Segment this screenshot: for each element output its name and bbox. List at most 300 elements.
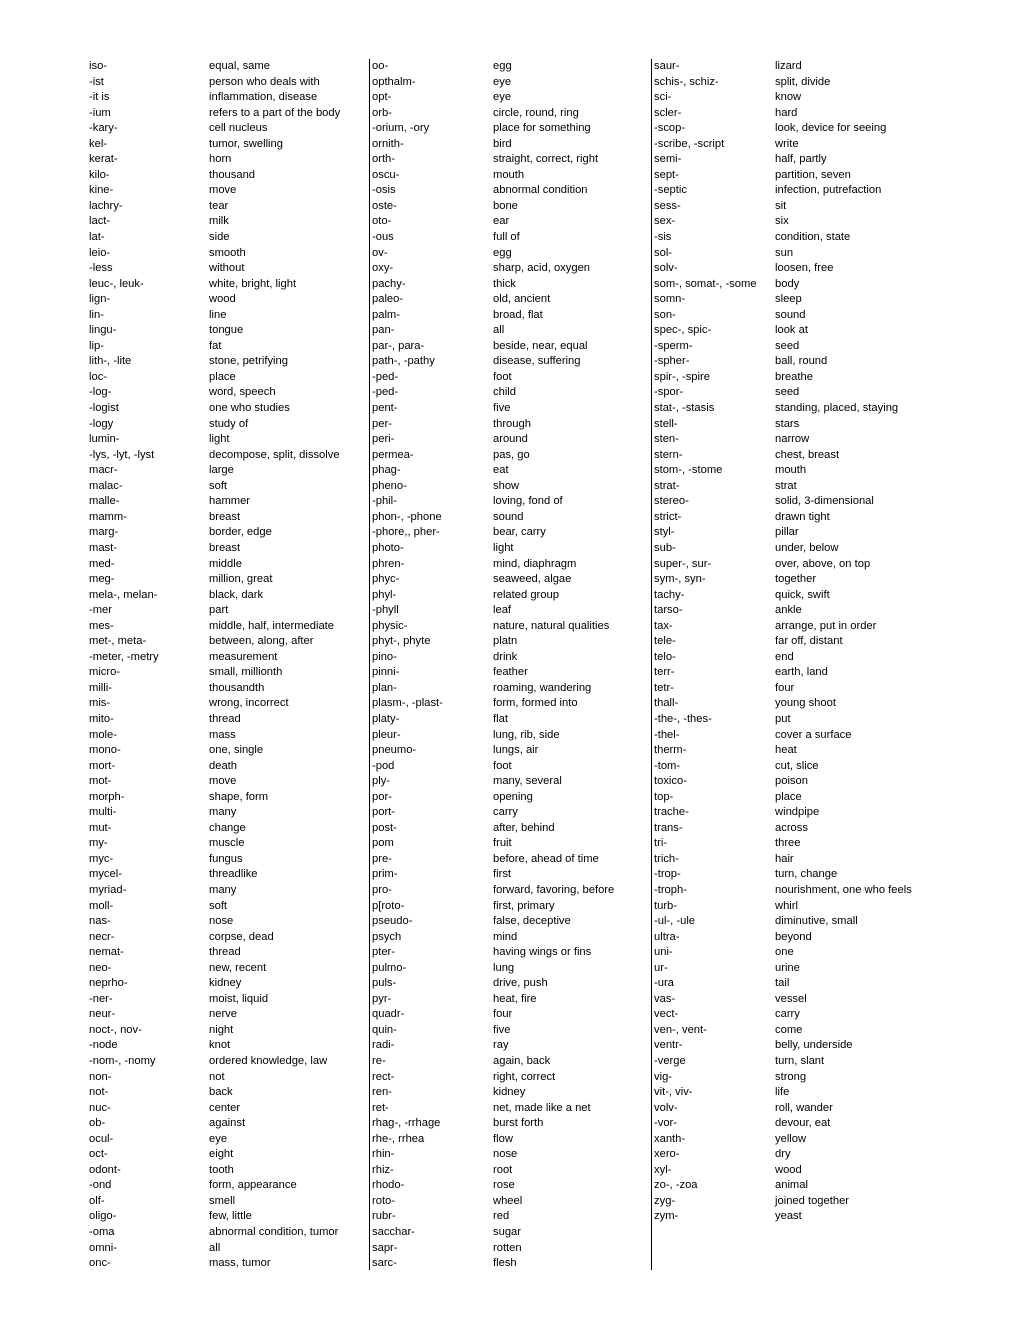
meaning: look, device for seeing	[775, 122, 887, 135]
meaning: smell	[209, 1194, 236, 1207]
word-part: marg-	[89, 526, 119, 539]
meaning: thread	[209, 946, 241, 959]
word-part: pent-	[372, 402, 398, 415]
word-part: macr-	[89, 464, 118, 477]
table-row	[370, 417, 650, 433]
meaning: all	[209, 1241, 221, 1254]
word-part: roto-	[372, 1194, 396, 1207]
table-row	[370, 354, 650, 370]
table-row	[87, 1163, 368, 1179]
table-row	[370, 836, 650, 852]
meaning: one who studies	[209, 402, 290, 415]
word-part: -ner-	[89, 992, 113, 1005]
meaning: nature, natural qualities	[493, 619, 610, 632]
meaning: thousand	[209, 168, 256, 181]
table-row	[87, 1070, 368, 1086]
table-row	[652, 1085, 938, 1101]
table-row	[87, 619, 368, 635]
word-part: -kary-	[89, 122, 118, 135]
meaning: right, correct	[493, 1070, 556, 1083]
word-parts-table	[87, 59, 937, 1271]
meaning: night	[209, 1023, 234, 1036]
meaning: all	[493, 324, 505, 337]
table-row	[87, 432, 368, 448]
table-row	[87, 494, 368, 510]
word-part: zym-	[654, 1210, 679, 1223]
meaning: cell nucleus	[209, 122, 268, 135]
meaning: against	[209, 1117, 246, 1130]
meaning: sit	[775, 199, 787, 212]
word-part: meg-	[89, 573, 115, 586]
word-part: mono-	[89, 744, 121, 757]
word-part: orb-	[372, 106, 392, 119]
table-row	[652, 976, 938, 992]
table-row	[652, 821, 938, 837]
meaning: stone, petrifying	[209, 355, 288, 368]
meaning: old, ancient	[493, 293, 551, 306]
word-part: paleo-	[372, 293, 404, 306]
table-row	[652, 1147, 938, 1163]
table-row	[370, 728, 650, 744]
meaning: windpipe	[775, 806, 820, 819]
word-part: xyl-	[654, 1163, 672, 1176]
word-part: xero-	[654, 1148, 680, 1161]
word-part: mito-	[89, 712, 114, 725]
meaning: heat, fire	[493, 992, 537, 1005]
meaning: life	[775, 1086, 790, 1099]
meaning: through	[493, 417, 531, 430]
table-row	[87, 339, 368, 355]
word-part: pleur-	[372, 728, 401, 741]
table-row	[652, 106, 938, 122]
word-part: -ped-	[372, 386, 399, 399]
word-part: -ped-	[372, 370, 399, 383]
meaning: before, ahead of time	[493, 852, 599, 865]
table-row	[652, 448, 938, 464]
meaning: measurement	[209, 650, 278, 663]
word-part: stell-	[654, 417, 678, 430]
table-row	[652, 743, 938, 759]
meaning: having wings or fins	[493, 946, 592, 959]
meaning: net, made like a net	[493, 1101, 591, 1114]
table-row	[370, 976, 650, 992]
word-part: mela-, melan-	[89, 588, 158, 601]
meaning: equal, same	[209, 60, 270, 72]
table-row	[652, 1038, 938, 1054]
meaning: full of	[493, 231, 520, 244]
word-part: ven-, vent-	[654, 1023, 707, 1036]
word-part: ur-	[654, 961, 668, 974]
table-row	[370, 1132, 650, 1148]
table-row	[87, 1023, 368, 1039]
word-part: lat-	[89, 231, 105, 244]
word-part: olf-	[89, 1194, 105, 1207]
word-part: vas-	[654, 992, 676, 1005]
meaning: infection, putrefaction	[775, 184, 882, 197]
table-row	[87, 992, 368, 1008]
meaning: belly, underside	[775, 1039, 853, 1052]
word-part: kilo-	[89, 168, 110, 181]
word-part: mut-	[89, 821, 112, 834]
meaning: sound	[775, 308, 806, 321]
meaning: kidney	[493, 1086, 526, 1099]
meaning: know	[775, 91, 802, 104]
meaning: foot	[493, 370, 512, 383]
word-part: -tom-	[654, 759, 681, 772]
meaning: sugar	[493, 1226, 521, 1239]
table-row	[370, 1054, 650, 1070]
table-row	[370, 339, 650, 355]
word-part: ultra-	[654, 930, 680, 943]
meaning: line	[209, 308, 227, 321]
word-part: -phore,, pher-	[372, 526, 440, 539]
table-row	[652, 121, 938, 137]
table-row	[87, 541, 368, 557]
meaning: strong	[775, 1070, 807, 1083]
table-row	[87, 525, 368, 541]
table-row	[87, 557, 368, 573]
table-row	[652, 557, 938, 573]
word-part: radi-	[372, 1039, 395, 1052]
meaning: soft	[209, 479, 228, 492]
table-row	[370, 743, 650, 759]
meaning: come	[775, 1023, 803, 1036]
meaning: over, above, on top	[775, 557, 871, 570]
meaning: roll, wander	[775, 1101, 833, 1114]
word-part: med-	[89, 557, 115, 570]
meaning: turn, change	[775, 868, 838, 881]
meaning: far off, distant	[775, 635, 843, 648]
meaning: soft	[209, 899, 228, 912]
meaning: without	[209, 262, 245, 275]
meaning: flat	[493, 712, 508, 725]
meaning: breast	[209, 510, 241, 523]
table-row	[370, 214, 650, 230]
meaning: fungus	[209, 852, 243, 865]
table-row	[652, 463, 938, 479]
meaning: bear, carry	[493, 526, 546, 539]
table-row	[652, 214, 938, 230]
table-row	[652, 572, 938, 588]
table-row	[370, 1163, 650, 1179]
table-row	[87, 836, 368, 852]
meaning: rotten	[493, 1241, 522, 1254]
word-part: sapr-	[372, 1241, 398, 1254]
word-part: strat-	[654, 479, 680, 492]
meaning: lizard	[775, 60, 802, 72]
meaning: corpse, dead	[209, 930, 274, 943]
word-part: -log-	[89, 386, 112, 399]
meaning: tail	[775, 977, 790, 990]
table-row	[370, 246, 650, 262]
word-part: -ium	[89, 106, 111, 119]
table-row	[370, 619, 650, 635]
meaning: dry	[775, 1148, 791, 1161]
word-part: met-, meta-	[89, 635, 147, 648]
table-row	[87, 1132, 368, 1148]
meaning: form, formed into	[493, 697, 578, 710]
meaning: change	[209, 821, 246, 834]
meaning: loving, fond of	[493, 495, 563, 508]
meaning: pillar	[775, 526, 799, 539]
table-row	[87, 417, 368, 433]
word-part: -ist	[89, 75, 104, 88]
word-part: omni-	[89, 1241, 117, 1254]
word-part: stat-, -stasis	[654, 402, 715, 415]
meaning: place	[775, 790, 802, 803]
table-row	[652, 867, 938, 883]
meaning: beyond	[775, 930, 812, 943]
meaning: many	[209, 883, 237, 896]
table-row	[652, 945, 938, 961]
meaning: one, single	[209, 744, 264, 757]
table-row	[370, 992, 650, 1008]
table-row	[370, 899, 650, 915]
word-part: -less	[89, 262, 113, 275]
meaning: tongue	[209, 324, 244, 337]
meaning: drink	[493, 650, 518, 663]
table-row	[370, 292, 650, 308]
table-row	[87, 759, 368, 775]
table-row	[370, 152, 650, 168]
table-row	[370, 59, 650, 75]
word-part: photo-	[372, 541, 404, 554]
table-row	[87, 1178, 368, 1194]
word-part: neprho-	[89, 977, 128, 990]
word-part: son-	[654, 308, 676, 321]
table-row	[87, 246, 368, 262]
table-column-1	[87, 59, 368, 1270]
meaning: kidney	[209, 977, 242, 990]
word-part: phon-, -phone	[372, 510, 442, 523]
word-part: zyg-	[654, 1194, 676, 1207]
table-row	[652, 354, 938, 370]
word-part: solv-	[654, 262, 678, 275]
table-row	[87, 1241, 368, 1257]
word-part: pachy-	[372, 277, 406, 290]
table-row	[87, 510, 368, 526]
word-part: -verge	[654, 1055, 686, 1067]
word-part: sol-	[654, 246, 673, 259]
meaning: shape, form	[209, 790, 269, 803]
word-part: mast-	[89, 541, 117, 554]
meaning: root	[493, 1163, 513, 1176]
meaning: wheel	[493, 1194, 523, 1207]
meaning: back	[209, 1086, 233, 1099]
meaning: rose	[493, 1179, 515, 1192]
word-part: stom-, -stome	[654, 464, 723, 477]
table-row	[87, 976, 368, 992]
word-part: pulmo-	[372, 961, 407, 974]
meaning: one	[775, 946, 794, 959]
table-row	[370, 805, 650, 821]
word-part: loc-	[89, 370, 108, 383]
table-row	[370, 961, 650, 977]
table-row	[87, 1038, 368, 1054]
table-row	[370, 759, 650, 775]
word-part: phag-	[372, 464, 401, 477]
word-part: rhag-, -rrhage	[372, 1117, 441, 1130]
meaning: foot	[493, 759, 512, 772]
table-column-3	[651, 59, 938, 1270]
word-part: oscu-	[372, 168, 400, 181]
table-row	[87, 479, 368, 495]
meaning: fruit	[493, 837, 512, 850]
table-row	[652, 59, 938, 75]
meaning: urine	[775, 961, 800, 974]
word-part: -thel-	[654, 728, 680, 741]
table-row	[652, 1023, 938, 1039]
meaning: tumor, swelling	[209, 137, 283, 150]
table-row	[652, 339, 938, 355]
table-row	[370, 106, 650, 122]
meaning: nourishment, one who feels	[775, 883, 912, 896]
meaning: wood	[209, 293, 236, 306]
table-row	[652, 1116, 938, 1132]
meaning: bird	[493, 137, 512, 150]
table-row	[87, 121, 368, 137]
meaning: place	[209, 370, 236, 383]
table-row	[652, 494, 938, 510]
table-row	[370, 90, 650, 106]
meaning: flesh	[493, 1257, 517, 1270]
table-row	[652, 1163, 938, 1179]
word-part: ventr-	[654, 1039, 683, 1052]
table-row	[370, 541, 650, 557]
table-row	[652, 183, 938, 199]
table-row	[87, 323, 368, 339]
word-part: -spor-	[654, 386, 684, 399]
word-part: mes-	[89, 619, 114, 632]
table-row	[652, 90, 938, 106]
table-row	[87, 168, 368, 184]
meaning: light	[209, 433, 230, 446]
table-row	[87, 805, 368, 821]
word-part: ornith-	[372, 137, 404, 150]
meaning: hair	[775, 852, 794, 865]
table-row	[652, 961, 938, 977]
word-part: vit-, viv-	[654, 1086, 693, 1099]
table-row	[87, 199, 368, 215]
word-part: mamm-	[89, 510, 127, 523]
meaning: strat	[775, 479, 797, 492]
word-part: tarso-	[654, 604, 683, 617]
word-part: rhin-	[372, 1148, 395, 1161]
meaning: tooth	[209, 1163, 234, 1176]
meaning: ankle	[775, 604, 802, 617]
table-row	[87, 665, 368, 681]
table-row	[370, 510, 650, 526]
meaning: solid, 3-dimensional	[775, 495, 874, 508]
word-part: lign-	[89, 293, 111, 306]
meaning: wrong, incorrect	[209, 697, 289, 710]
word-part: oct-	[89, 1148, 108, 1161]
table-row	[370, 479, 650, 495]
table-row	[370, 137, 650, 153]
table-row	[87, 572, 368, 588]
meaning: seaweed, algae	[493, 573, 572, 586]
meaning: under, below	[775, 541, 839, 554]
meaning: look at	[775, 324, 808, 337]
word-part: palm-	[372, 308, 400, 321]
meaning: eye	[209, 1132, 228, 1145]
table-row	[370, 1225, 650, 1241]
word-part: rhe-, rrhea	[372, 1132, 425, 1145]
table-row	[370, 448, 650, 464]
word-part: xanth-	[654, 1132, 686, 1145]
word-part: -sperm-	[654, 339, 693, 352]
meaning: write	[775, 137, 799, 150]
meaning: first, primary	[493, 899, 555, 912]
meaning: decompose, split, dissolve	[209, 448, 340, 461]
word-part: saur-	[654, 60, 680, 72]
table-row	[87, 603, 368, 619]
word-part: malac-	[89, 479, 123, 492]
meaning: inflammation, disease	[209, 91, 318, 104]
meaning: word, speech	[209, 386, 276, 399]
meaning: white, bright, light	[209, 277, 297, 290]
table-row	[652, 230, 938, 246]
table-row	[652, 1209, 938, 1225]
word-part: -phil-	[372, 495, 397, 508]
word-part: spec-, spic-	[654, 324, 712, 337]
table-row	[652, 1070, 938, 1086]
word-part: oste-	[372, 199, 397, 212]
word-part: post-	[372, 821, 397, 834]
meaning: eye	[493, 75, 512, 88]
table-row	[652, 696, 938, 712]
table-row	[87, 728, 368, 744]
word-part: neur-	[89, 1008, 116, 1021]
word-part: iso-	[89, 60, 108, 72]
word-part: pseudo-	[372, 915, 413, 928]
meaning: together	[775, 573, 817, 586]
word-part: tri-	[654, 837, 668, 850]
word-part: kine-	[89, 184, 114, 197]
table-row	[87, 790, 368, 806]
meaning: moist, liquid	[209, 992, 269, 1005]
table-row	[370, 1070, 650, 1086]
meaning: milk	[209, 215, 229, 228]
meaning: five	[493, 1023, 511, 1036]
word-part: pan-	[372, 324, 395, 337]
meaning: circle, round, ring	[493, 106, 579, 119]
meaning: straight, correct, right	[493, 153, 599, 166]
table-row	[370, 525, 650, 541]
table-row	[652, 852, 938, 868]
word-part: psych	[372, 930, 402, 943]
meaning: ball, round	[775, 355, 828, 368]
meaning: platn	[493, 635, 518, 648]
word-part: -mer	[89, 604, 112, 617]
word-part: milli-	[89, 681, 112, 694]
word-part: pter-	[372, 946, 396, 959]
word-part: peri-	[372, 433, 395, 446]
meaning: end	[775, 650, 794, 663]
meaning: mass, tumor	[209, 1257, 271, 1270]
word-part: mot-	[89, 775, 112, 788]
meaning: drawn tight	[775, 510, 830, 523]
word-part: -septic	[654, 184, 687, 197]
meaning: feather	[493, 666, 528, 679]
meaning: ray	[493, 1039, 509, 1052]
meaning: middle	[209, 557, 242, 570]
table-row	[370, 1241, 650, 1257]
table-row	[652, 308, 938, 324]
meaning: refers to a part of the body	[209, 106, 341, 119]
table-row	[370, 696, 650, 712]
meaning: side	[209, 231, 230, 244]
